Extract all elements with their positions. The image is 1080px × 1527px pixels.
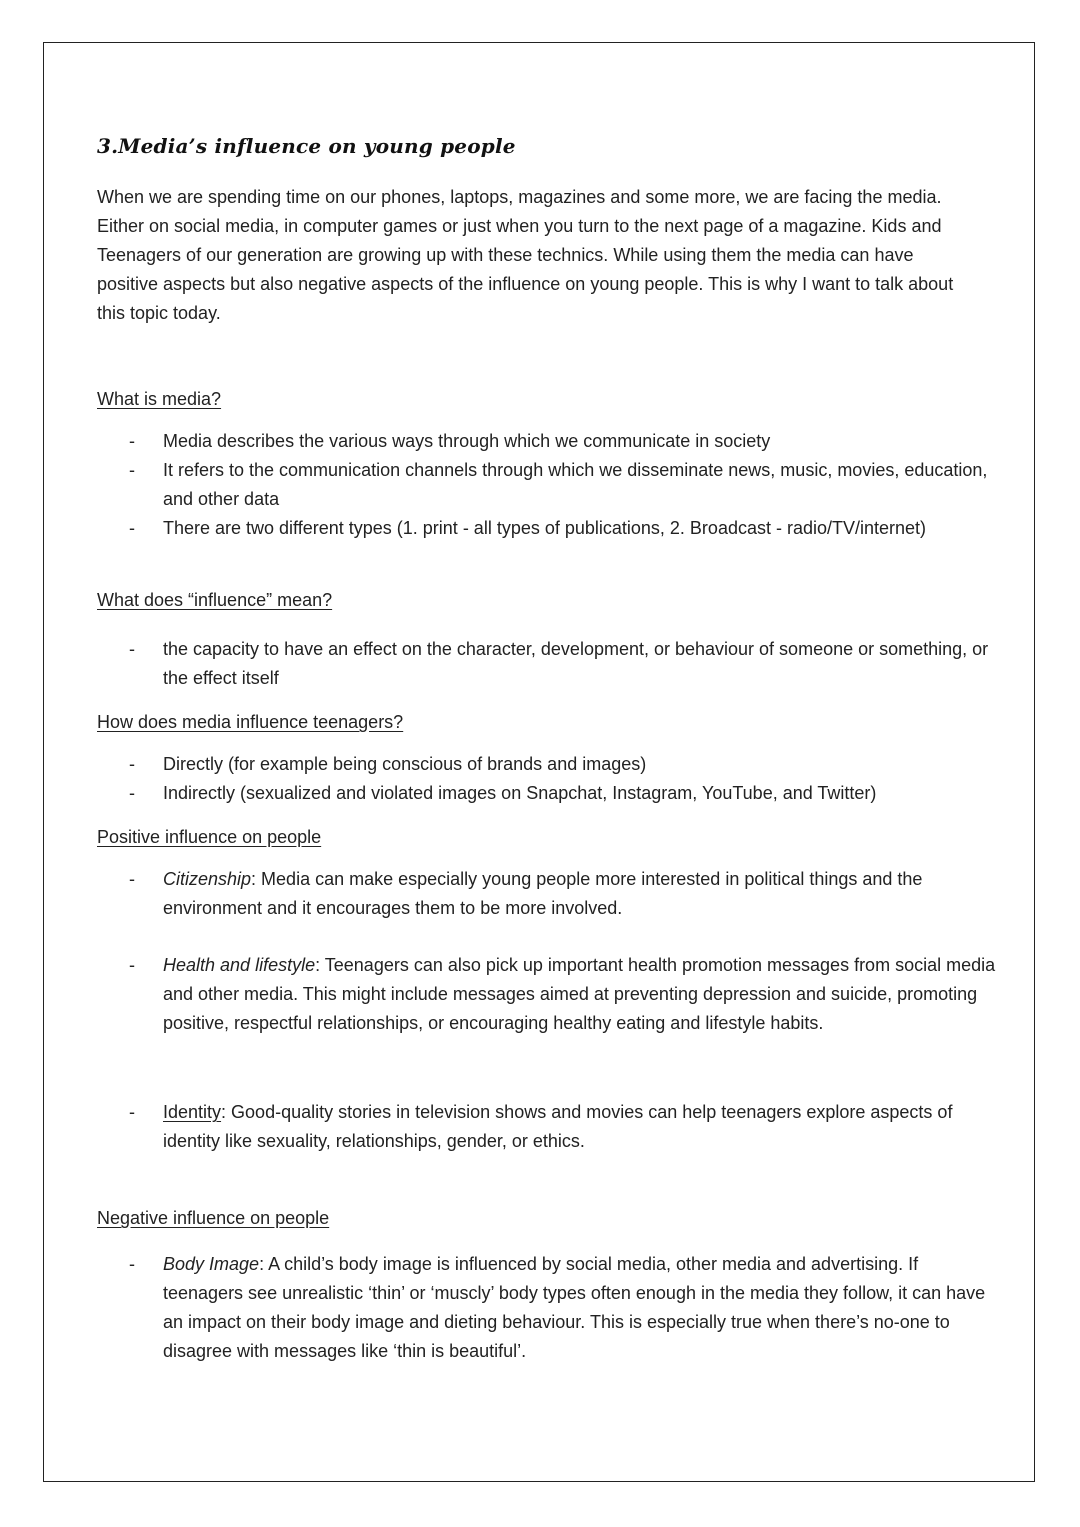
term-health-lifestyle: Health and lifestyle <box>163 955 316 975</box>
heading-how-influence: How does media influence teenagers? <box>97 712 404 732</box>
list-what-is-media <box>97 427 997 543</box>
list-positive-citizenship <box>97 865 997 923</box>
list-item: - Directly (for example being conscious of brands and images) <box>97 750 997 779</box>
item-text: : Good-quality stories in television shows and movies can help teenagers explore aspects of identity like sexuality, relationships, gender, or ethics. <box>163 1102 953 1151</box>
page-title: 3.Media’s influence on young people <box>97 134 516 158</box>
intro-paragraph: When we are spending time on our phones, laptops, magazines and some more, we are facing the media. Either on social media, in computer games or just when you turn to the next page of a magazine. Kids and Teenagers of our generation are growing up with these technics. While using them the media can have positive aspects but also negative aspects of the influence on young people. This is why I want to talk about this topic today. <box>97 187 954 323</box>
heading-positive-influence: Positive influence on people <box>97 827 322 847</box>
list-item <box>97 951 997 1038</box>
list-item: - There are two different types (1. print - all types of publications, 2. Broadcast - radio/TV/internet) <box>97 514 997 543</box>
list-item: - Indirectly (sexualized and violated images on Snapchat, Instagram, YouTube, and Twitter) <box>97 779 997 808</box>
heading-what-is-media: What is media? <box>97 389 222 409</box>
heading-influence-meaning: What does “influence” mean? <box>97 590 333 610</box>
term-identity: Identity <box>163 1102 222 1122</box>
term-citizenship: Citizenship <box>163 869 252 889</box>
list-item: - It refers to the communication channels through which we disseminate news, music, movies, education, and other data <box>97 456 997 514</box>
term-body-image: Body Image <box>163 1254 260 1274</box>
heading-negative-influence: Negative influence on people <box>97 1208 330 1228</box>
list-item <box>97 1098 997 1156</box>
list-positive-health <box>97 951 997 1038</box>
item-text: : A child’s body image is influenced by social media, other media and advertising. If teenagers see unrealistic ‘thin’ or ‘muscly’ body types often enough in the media they follow, it can have an impact on their body image and dieting behaviour. This is especially true when there’s no-one to disagree with messages like ‘thin is beautiful’. <box>163 1254 986 1361</box>
item-text: : Media can make especially young people more interested in political things and the environment and it encourages them to be more involved. <box>163 869 923 918</box>
list-negative-body-image <box>97 1250 997 1366</box>
list-positive-identity <box>97 1098 997 1156</box>
list-item: - Media describes the various ways through which we communicate in society <box>97 427 997 456</box>
list-how-influence <box>97 750 997 808</box>
list-item: - the capacity to have an effect on the character, development, or behaviour of someone or something, or the effect itself <box>97 635 997 693</box>
list-item <box>97 865 997 923</box>
list-influence-meaning <box>97 635 997 693</box>
list-item <box>97 1250 997 1366</box>
item-text: : Teenagers can also pick up important health promotion messages from social media and other media. This might include messages aimed at preventing depression and suicide, promoting positive, respectful relationships, or encouraging healthy eating and lifestyle habits. <box>163 955 996 1033</box>
